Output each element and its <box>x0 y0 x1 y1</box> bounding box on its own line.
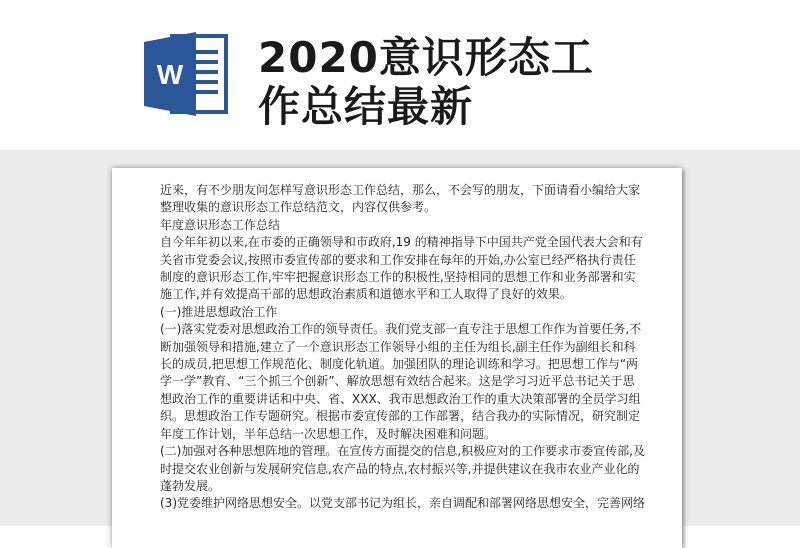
section-heading: 年度意识形态工作总结 <box>160 217 281 232</box>
body-paragraph: 自今年年初以来,在市委的正确领导和市政府,19 的精神指导下中国共产党全国代表大会和有关省市党委会议,按照市委宣传部的要求和工作安排在每年的开始,办公室已经严格执行责任制度的意识形态工作,牢牢把握意识形态工作的积极性,坚持相同的思想工作和业务部署和实施工作,并有效提高干部的思想政治素质和道德水平和工人取得了良好的效果。 <box>160 235 643 302</box>
body-paragraph: (二)加强对各种思想阵地的管理。在宣传方面提交的信息,积极应对的工作要求市委宣传部,及时提交农业创新与发展研究信息,农产品的特点,农村振兴等,并提供建议在我市农业产业化的蓬勃发展。 <box>160 444 645 493</box>
word-document-icon <box>140 28 232 120</box>
body-paragraph: (一)落实党委对思想政治工作的领导责任。我们党支部一直专注于思想工作作为首要任务,不断加强领导和措施,建立了一个意识形态工作领导小组的主任为组长,副主任作为副组长和科长的成员,把思想工作规范化、制度化轨道。加强团队的理论训练和学习。把思想工作与“两学一学”教育、“三个抓三个创新”、解放思想有效结合起来。这是学习习近平总书记关于思想政治工作的重要讲话和中央、省、XXX、我市思想政治工作的重大决策部署的全员学习组织。思想政治工作专题研究。根据市委宣传部的工作部署，结合我办的实际情况，研究制定年度工作计划，半年总结一次思想工作，及时解决困难和问题。 <box>160 322 642 441</box>
document-body <box>160 182 646 513</box>
title-line-1: 2020意识形态工 <box>258 33 594 82</box>
title-line-2: 作总结最新 <box>258 82 474 131</box>
document-page <box>112 168 682 548</box>
header-area <box>0 0 800 150</box>
page-title <box>258 33 618 131</box>
intro-paragraph: 近来，有不少朋友问怎样写意识形态工作总结，那么，不会写的朋友，下面请看小编给大家整理收集的意识形态工作总结范文，内容仅供参考。 <box>160 183 641 215</box>
body-paragraph: (3)党委维护网络思想安全。以党支部书记为组长，亲自调配和部署网络思想安全，完善网络 <box>160 496 646 511</box>
word-letter: W <box>156 59 184 90</box>
subsection-heading: (一)推进思想政治工作 <box>160 304 278 319</box>
